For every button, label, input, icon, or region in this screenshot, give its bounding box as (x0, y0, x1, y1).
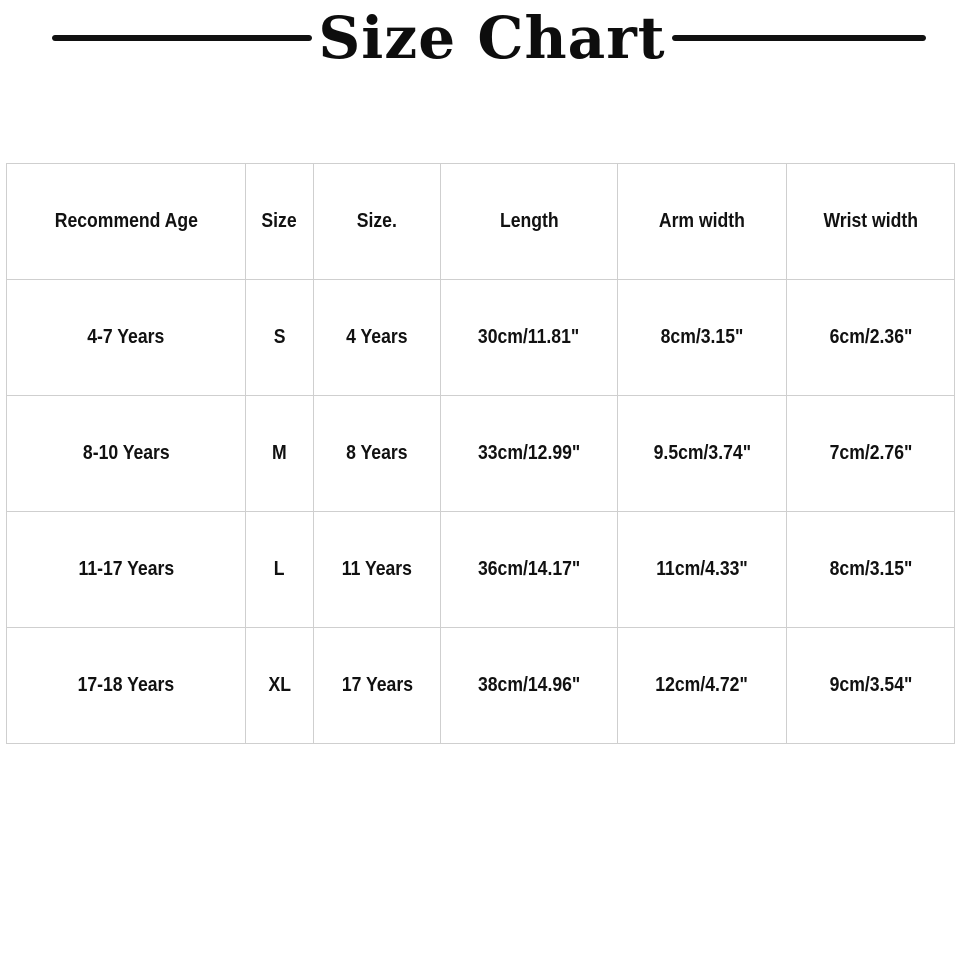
cell-size: XL (246, 628, 314, 744)
table-header-row (7, 164, 955, 280)
cell-recommend-age: 17-18 Years (7, 628, 246, 744)
cell-wrist-width: 6cm/2.36" (787, 280, 955, 396)
cell-size-age: 4 Years (314, 280, 441, 396)
cell-recommend-age: 8-10 Years (7, 396, 246, 512)
cell-size-age: 17 Years (314, 628, 441, 744)
table-row (7, 396, 955, 512)
size-table (6, 163, 955, 744)
cell-size: S (246, 280, 314, 396)
header-recommend-age: Recommend Age (7, 164, 246, 280)
cell-wrist-width: 7cm/2.76" (787, 396, 955, 512)
table-row (7, 280, 955, 396)
cell-length: 36cm/14.17" (441, 512, 618, 628)
cell-size: M (246, 396, 314, 512)
cell-recommend-age: 4-7 Years (7, 280, 246, 396)
table-row (7, 512, 955, 628)
cell-size-age: 8 Years (314, 396, 441, 512)
header-size: Size (246, 164, 314, 280)
header-wrist-width: Wrist width (787, 164, 955, 280)
header-size-age: Size. (314, 164, 441, 280)
cell-arm-width: 12cm/4.72" (618, 628, 787, 744)
header (0, 0, 960, 80)
cell-length: 38cm/14.96" (441, 628, 618, 744)
header-arm-width: Arm width (618, 164, 787, 280)
title-rule-right (672, 35, 926, 41)
cell-length: 30cm/11.81" (441, 280, 618, 396)
cell-wrist-width: 9cm/3.54" (787, 628, 955, 744)
cell-length: 33cm/12.99" (441, 396, 618, 512)
cell-wrist-width: 8cm/3.15" (787, 512, 955, 628)
header-length: Length (441, 164, 618, 280)
cell-arm-width: 8cm/3.15" (618, 280, 787, 396)
title-rule-left (52, 35, 312, 41)
cell-arm-width: 11cm/4.33" (618, 512, 787, 628)
cell-size-age: 11 Years (314, 512, 441, 628)
cell-size: L (246, 512, 314, 628)
page-title: Size Chart (318, 4, 666, 72)
cell-arm-width: 9.5cm/3.74" (618, 396, 787, 512)
cell-recommend-age: 11-17 Years (7, 512, 246, 628)
table-row (7, 628, 955, 744)
